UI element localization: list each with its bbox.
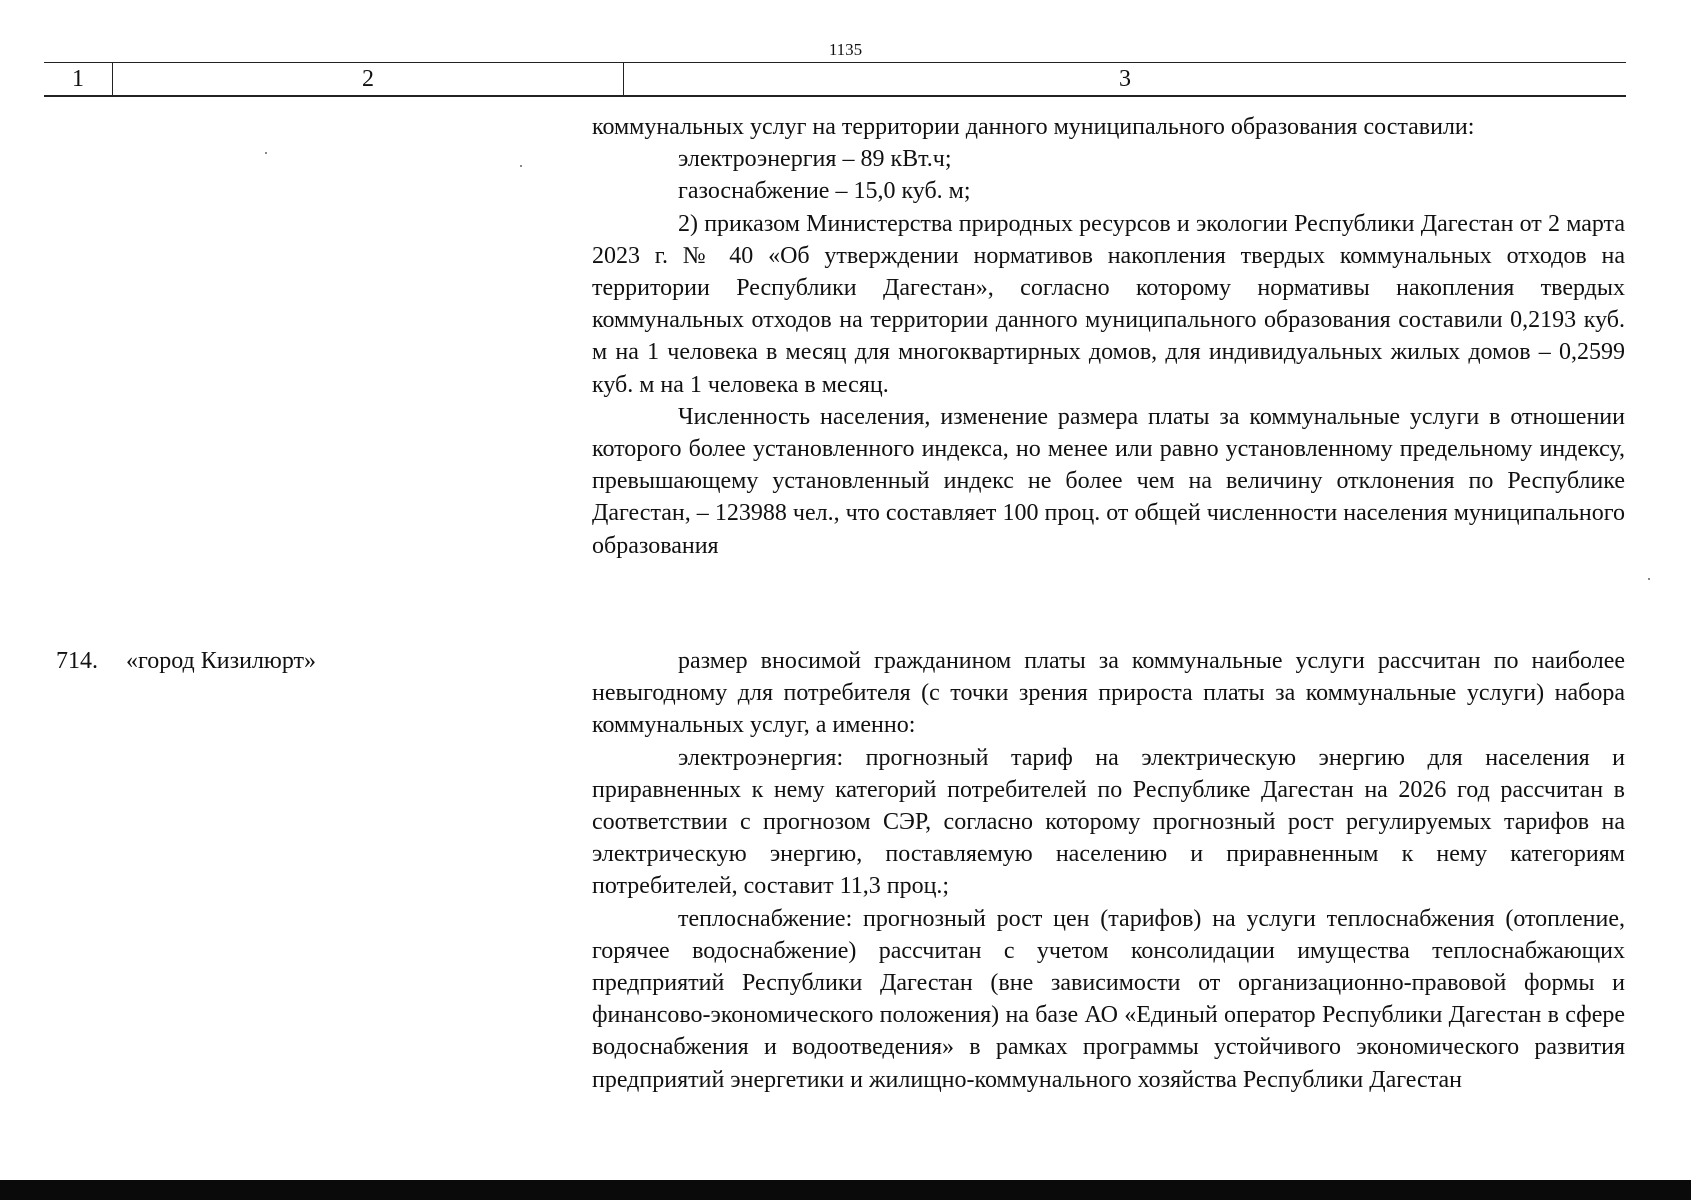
page-number: 1135 bbox=[828, 40, 863, 59]
gas-norm: газоснабжение – 15,0 куб. м; bbox=[678, 178, 971, 205]
scan-bottom-edge bbox=[0, 1180, 1691, 1200]
column-header-2: 2 bbox=[113, 63, 624, 95]
entry-number: 714. bbox=[56, 648, 98, 674]
order-paragraph: 2) приказом Министерства природных ресурсов и экологии Республики Дагестан от 2 марта 2023 г. № 40 «Об утверждении нормативов накопления твердых коммунальных отходов на территории Республики Дагестан», согласно которому нормативы накопления твердых коммунальных отходов на территории данного муниципального образования составили 0,2193 куб. м на 1 человека в месяц для многоквартирных домов, для индивидуальных жилых домов – 0,2599 куб. м на 1 человека в месяц. bbox=[592, 210, 1625, 398]
heat-supply-paragraph: теплоснабжение: прогнозный рост цен (тарифов) на услуги теплоснабжения (отопление, горячее водоснабжение) рассчитан с учетом консолидации имущества теплоснабжающих предприятий Республики Дагестан (вне зависимости от организационно-правовой формы и финансово-экономического положения) на базе АО «Единый оператор Республики Дагестан в сфере водоснабжения и водоотведения» в рамках программы устойчивого экономического развития предприятий энергетики и жилищно-коммунального хозяйства Республики Дагестан bbox=[592, 905, 1625, 1093]
continued-entry-text bbox=[592, 111, 1625, 562]
scan-artifact bbox=[265, 152, 267, 154]
scan-artifact bbox=[1648, 578, 1650, 580]
electricity-paragraph: электроэнергия: прогнозный тариф на электрическую энергию для населения и приравненных к нему категорий потребителей по Республике Дагестан на 2026 год рассчитан в соответствии с прогнозом СЭР, согласно которому прогнозный рост регулируемых тарифов на электрическую энергию, поставляемую населению и приравненным к нему категориям потребителей, составит 11,3 проц.; bbox=[592, 744, 1625, 900]
entry-text bbox=[592, 645, 1625, 1096]
electricity-norm: электроэнергия – 89 кВт.ч; bbox=[678, 146, 952, 173]
table-header-row bbox=[44, 62, 1626, 97]
column-header-1: 1 bbox=[44, 63, 113, 95]
population-paragraph: Численность населения, изменение размера платы за коммунальные услуги в отношении которого более установленного индекса, но менее или равно установленному предельному индексу, превышающему установленный индекс не более чем на величину отклонения по Республике Дагестан, – 123988 чел., что составляет 100 проц. от общей численности населения муниципального образования bbox=[592, 403, 1625, 559]
municipality-name: «город Кизилюрт» bbox=[126, 648, 317, 674]
intro-paragraph: размер вносимой гражданином платы за коммунальные услуги рассчитан по наиболее невыгодному для потребителя (с точки зрения прироста платы за коммунальные услуги) набора коммунальных услуг, а именно: bbox=[592, 648, 1625, 739]
continued-line: коммунальных услуг на территории данного муниципального образования составили: bbox=[592, 114, 1475, 140]
scan-artifact bbox=[520, 165, 522, 167]
column-header-3: 3 bbox=[1119, 66, 1131, 92]
